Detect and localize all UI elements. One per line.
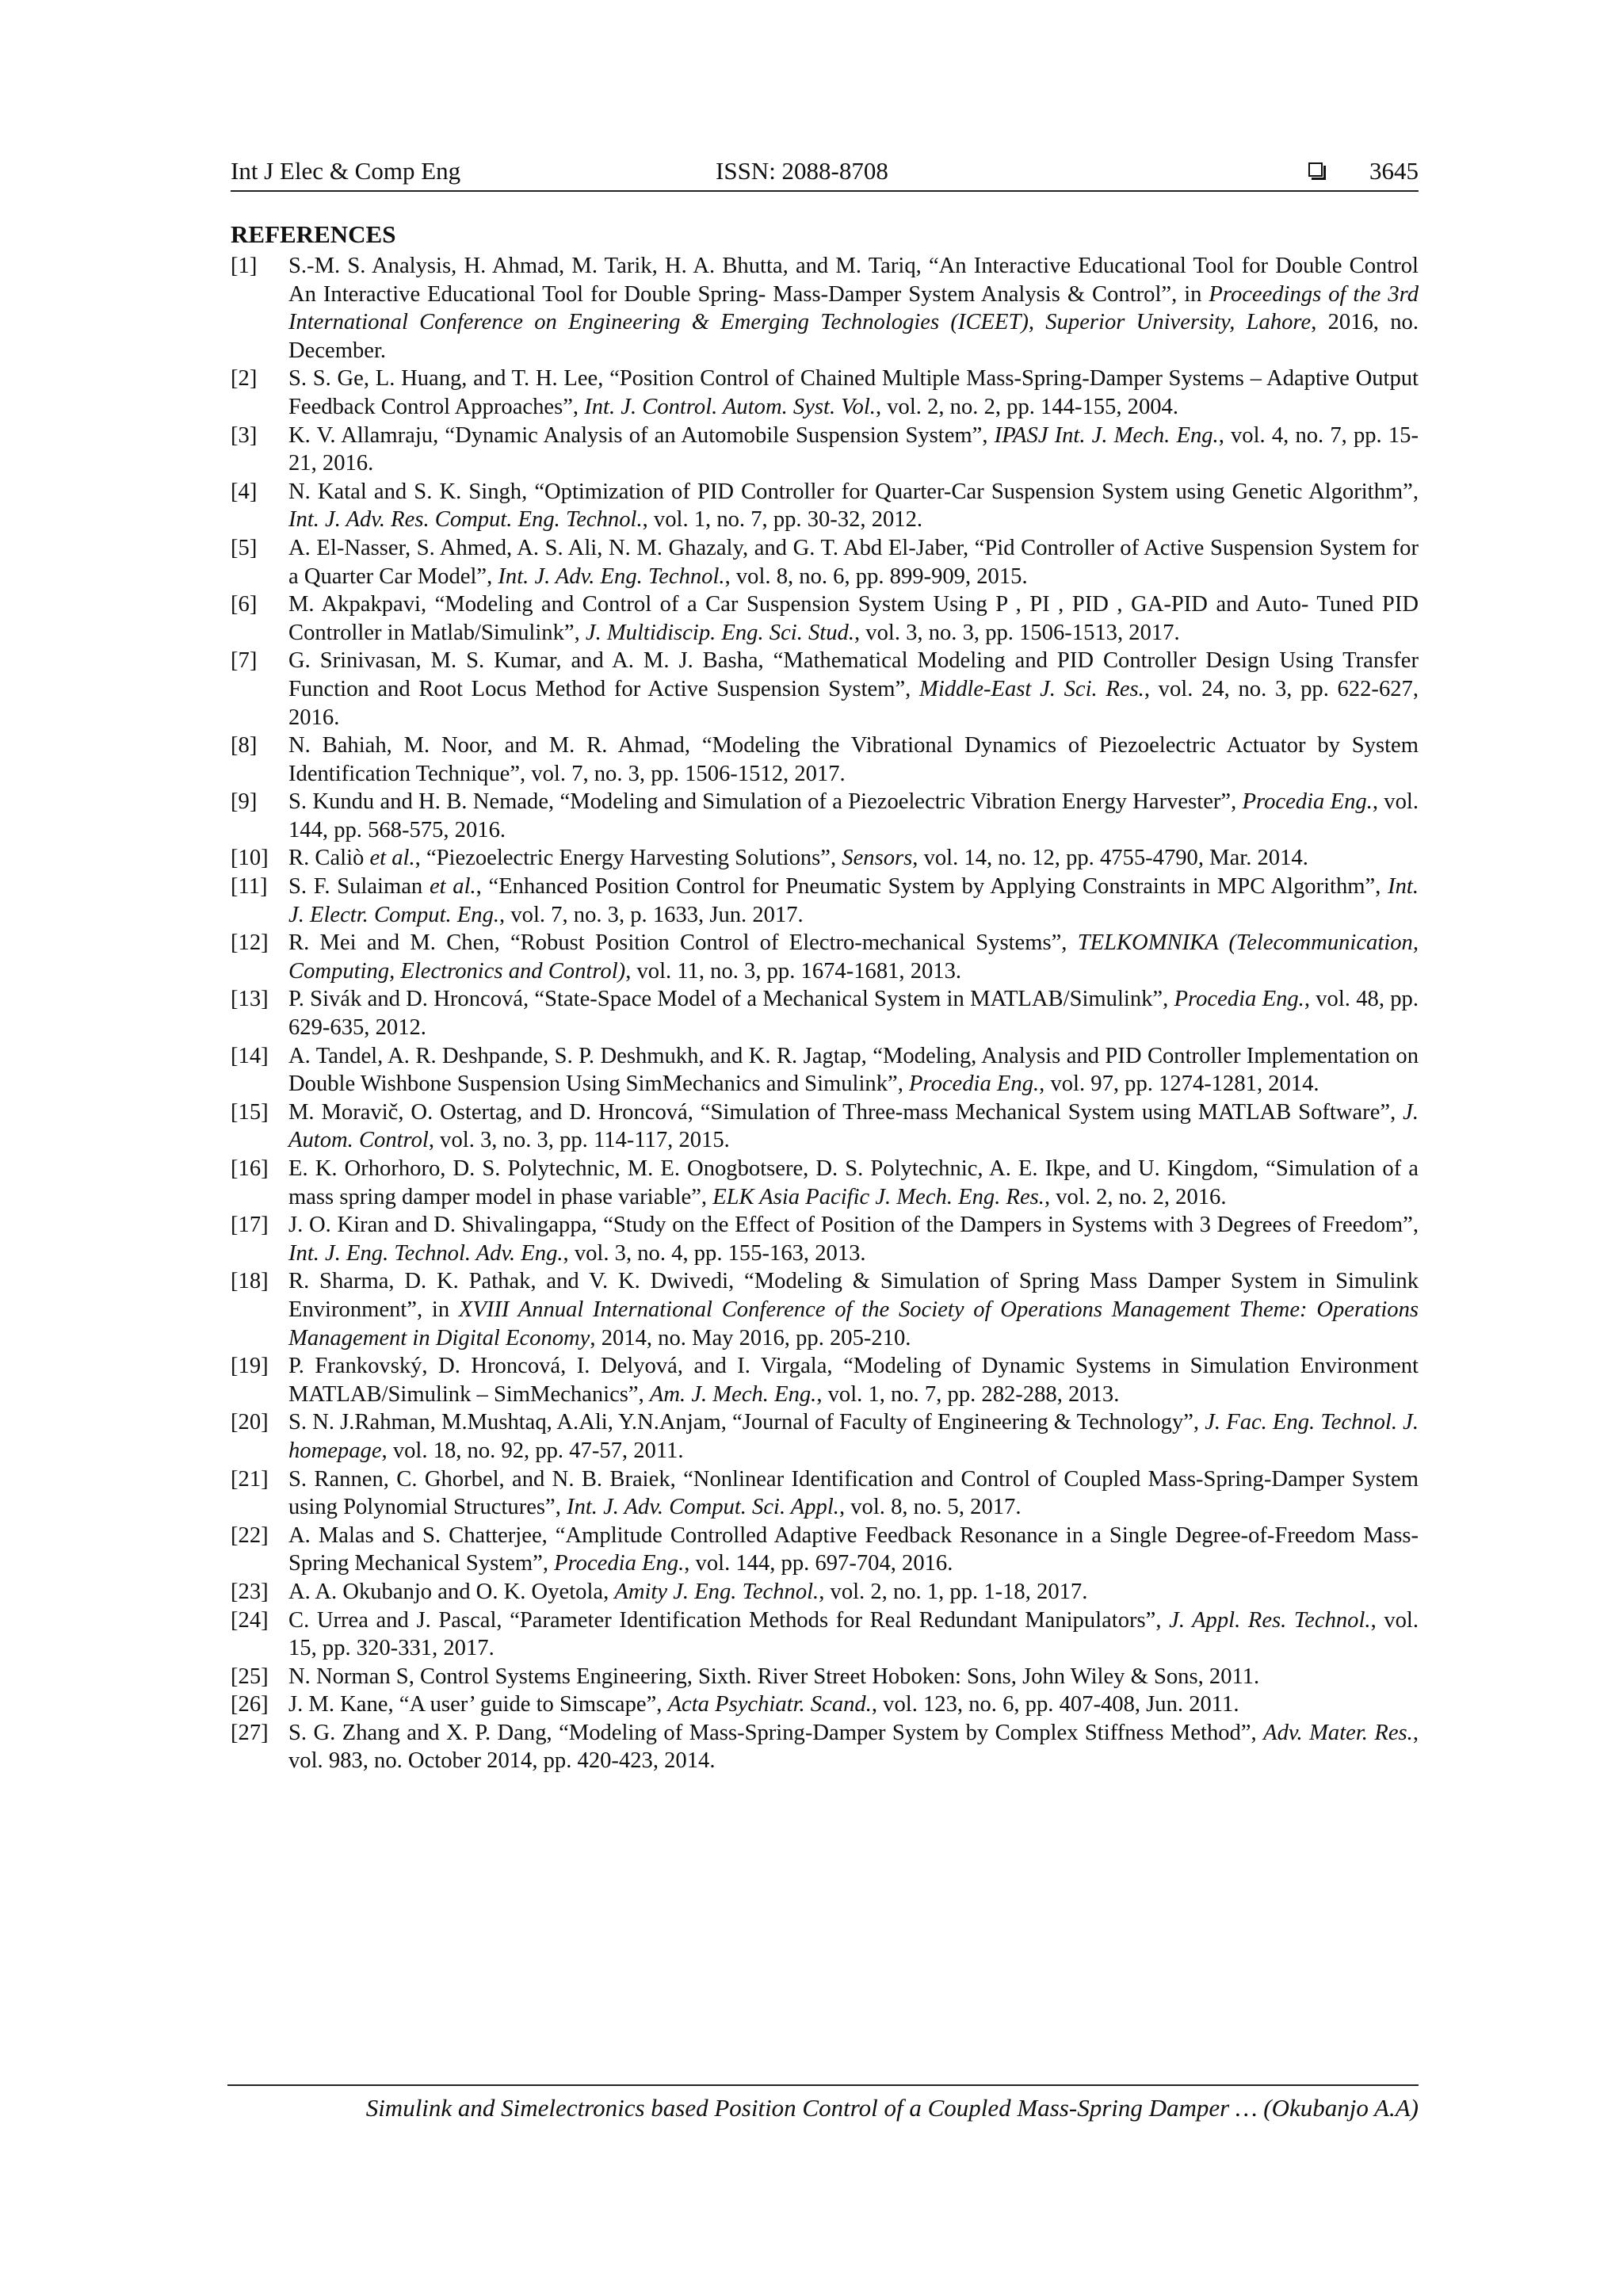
reference-source-italic: XVIII Annual International Conference of the Society of Operations Management Theme: Operations Management in Digital Economy xyxy=(288,1297,1419,1350)
reference-text-segment: S. Kundu and H. B. Nemade, “Modeling and Simulation of a Piezoelectric Vibration Energy Harvester”, xyxy=(288,789,1243,815)
reference-text-segment: R. Caliò xyxy=(288,846,370,871)
reference-text-segment: , vol. 8, no. 6, pp. 899-909, 2015. xyxy=(724,563,1028,589)
reference-text xyxy=(288,1606,1419,1663)
reference-item xyxy=(231,1155,1419,1211)
reference-text xyxy=(288,422,1419,478)
reference-number: [23] xyxy=(231,1579,269,1604)
reference-text xyxy=(288,844,1419,873)
reference-text-segment: S. F. Sulaiman xyxy=(288,874,430,900)
reference-text-segment: , vol. 24, no. 3, pp. 622-627, 2016. xyxy=(288,676,1419,730)
reference-item xyxy=(231,1098,1419,1155)
reference-item xyxy=(231,422,1419,478)
reference-number: [4] xyxy=(231,479,258,504)
reference-number: [26] xyxy=(231,1692,269,1717)
reference-item xyxy=(231,590,1419,647)
reference-item xyxy=(231,1042,1419,1098)
reference-text xyxy=(288,478,1419,534)
reference-text xyxy=(288,252,1419,365)
reference-text-segment: A. Tandel, A. R. Deshpande, S. P. Deshmukh, and K. R. Jagtap, “Modeling, Analysis and PID Controller Implementation on Double Wishbone Suspension Using SimMechanics and Simulink”, xyxy=(288,1043,1419,1097)
reference-number: [15] xyxy=(231,1099,269,1125)
reference-text-segment: , vol. 2, no. 1, pp. 1-18, 2017. xyxy=(819,1579,1088,1604)
reference-text-segment: A. A. Okubanjo and O. K. Oyetola, xyxy=(288,1579,615,1604)
reference-number: [9] xyxy=(231,789,258,815)
reference-item xyxy=(231,1606,1419,1663)
reference-item xyxy=(231,647,1419,732)
reference-number: [19] xyxy=(231,1354,269,1379)
reference-number: [12] xyxy=(231,930,269,956)
references-heading: REFERENCES xyxy=(231,220,396,248)
reference-number: [13] xyxy=(231,987,269,1012)
reference-text xyxy=(288,365,1419,421)
reference-text xyxy=(288,1267,1419,1352)
reference-text-segment: M. Akpakpavi, “Modeling and Control of a Car Suspension System Using P , PI , PID , GA-PID and Auto- Tuned PID Controller in Matlab/Simulink”, xyxy=(288,592,1419,645)
reference-text xyxy=(288,1522,1419,1578)
reference-text-segment: , vol. 1, no. 7, pp. 282-288, 2013. xyxy=(816,1381,1120,1407)
reference-text xyxy=(288,1042,1419,1098)
reference-number: [10] xyxy=(231,846,269,871)
reference-list xyxy=(231,252,1419,1775)
reference-text xyxy=(288,1719,1419,1775)
reference-source-italic: IPASJ Int. J. Mech. Eng. xyxy=(994,422,1219,448)
reference-text-segment: N. Katal and S. K. Singh, “Optimization of PID Controller for Quarter-Car Suspension System using Genetic Algorithm”, xyxy=(288,479,1419,504)
reference-text-segment: , vol. 2, no. 2, 2016. xyxy=(1044,1184,1227,1209)
reference-source-italic: Int. J. Electr. Comput. Eng. xyxy=(288,874,1419,927)
reference-text-segment: , 2014, no. May 2016, pp. 205-210. xyxy=(590,1325,911,1350)
reference-source-italic: Int. J. Adv. Eng. Technol. xyxy=(498,563,725,589)
reference-text-segment: , vol. 7, no. 3, p. 1633, Jun. 2017. xyxy=(499,902,804,927)
reference-text-segment: , “Enhanced Position Control for Pneumatic System by Applying Constraints in MPC Algorithm”, xyxy=(475,874,1388,900)
reference-text xyxy=(288,1155,1419,1211)
reference-text-segment: , vol. 3, no. 4, pp. 155-163, 2013. xyxy=(563,1240,866,1266)
reference-number: [22] xyxy=(231,1522,269,1548)
page-header xyxy=(231,155,1419,192)
reference-text-segment: R. Mei and M. Chen, “Robust Position Control of Electro-mechanical Systems”, xyxy=(288,930,1078,956)
reference-text-segment: , vol. 11, no. 3, pp. 1674-1681, 2013. xyxy=(625,958,962,984)
reference-text-segment: S. N. J.Rahman, M.Mushtaq, A.Ali, Y.N.Anjam, “Journal of Faculty of Engineering & Technology”, xyxy=(288,1410,1205,1435)
reference-item xyxy=(231,478,1419,534)
reference-number: [6] xyxy=(231,592,258,617)
reference-item xyxy=(231,929,1419,985)
journal-name: Int J Elec & Comp Eng xyxy=(231,157,461,185)
reference-item xyxy=(231,1663,1419,1691)
reference-source-italic: J. Autom. Control xyxy=(288,1099,1419,1153)
reference-text-segment: , vol. 4, no. 7, pp. 15-21, 2016. xyxy=(288,422,1419,476)
reference-text-segment: , vol. 144, pp. 697-704, 2016. xyxy=(684,1551,953,1576)
reference-text-segment: K. V. Allamraju, “Dynamic Analysis of an Automobile Suspension System”, xyxy=(288,422,995,448)
reference-number: [1] xyxy=(231,254,258,278)
reference-item xyxy=(231,732,1419,788)
reference-source-italic: Int. J. Adv. Res. Comput. Eng. Technol. xyxy=(288,507,643,533)
reference-text-segment: , vol. 2, no. 2, pp. 144-155, 2004. xyxy=(875,394,1178,419)
reference-source-italic: Int. J. Control. Autom. Syst. Vol. xyxy=(584,394,876,419)
reference-item xyxy=(231,1578,1419,1606)
reference-text xyxy=(288,929,1419,985)
reference-text-segment: , vol. 3, no. 3, pp. 1506-1513, 2017. xyxy=(854,620,1180,645)
reference-text-segment: , vol. 144, pp. 568-575, 2016. xyxy=(288,789,1419,842)
reference-item xyxy=(231,788,1419,844)
reference-text-segment: , vol. 123, no. 6, pp. 407-408, Jun. 2011. xyxy=(871,1692,1239,1717)
reference-item xyxy=(231,1522,1419,1578)
reference-text-segment: S. Rannen, C. Ghorbel, and N. B. Braiek, “Nonlinear Identification and Control of Coupled Mass-Spring-Damper System using Polynomial Structures”, xyxy=(288,1466,1419,1520)
reference-number: [8] xyxy=(231,733,258,758)
reference-source-italic: Acta Psychiatr. Scand. xyxy=(667,1692,872,1717)
reference-text xyxy=(288,647,1419,732)
reference-text-segment: N. Norman S, Control Systems Engineering, Sixth. River Street Hoboken: Sons, John Wiley & Sons, 2011. xyxy=(288,1664,1260,1689)
reference-item xyxy=(231,844,1419,873)
reference-text xyxy=(288,590,1419,647)
reference-text-segment: , vol. 15, pp. 320-331, 2017. xyxy=(288,1607,1419,1661)
reference-text-segment: R. Sharma, D. K. Pathak, and V. K. Dwivedi, “Modeling & Simulation of Spring Mass Damper System in Simulink Environment”, in xyxy=(288,1269,1419,1322)
reference-number: [14] xyxy=(231,1043,269,1068)
reference-text-segment: J. M. Kane, “A user’ guide to Simscape”, xyxy=(288,1692,668,1717)
reference-number: [20] xyxy=(231,1410,269,1435)
reference-number: [24] xyxy=(231,1607,269,1633)
reference-number: [11] xyxy=(231,874,268,900)
reference-number: [21] xyxy=(231,1466,269,1492)
reference-source-italic: Adv. Mater. Res. xyxy=(1263,1720,1413,1745)
reference-item xyxy=(231,1267,1419,1352)
reference-text xyxy=(288,1690,1419,1719)
footer-running-title: Simulink and Simelectronics based Position Control of a Coupled Mass-Spring Damper … (Okubanjo A.A) xyxy=(365,2094,1419,2122)
reference-text-segment: P. Frankovský, D. Hroncová, I. Delyová, and I. Virgala, “Modeling of Dynamic Systems in Simulation Environment MATLAB/Simulink – SimMechanics”, xyxy=(288,1354,1419,1407)
reference-text-segment: S. G. Zhang and X. P. Dang, “Modeling of Mass-Spring-Damper System by Complex Stiffness Method”, xyxy=(288,1720,1264,1745)
reference-text xyxy=(288,1352,1419,1408)
reference-item xyxy=(231,985,1419,1041)
reference-item xyxy=(231,1719,1419,1775)
reference-source-italic: Sensors xyxy=(842,846,913,871)
reference-text-segment: , vol. 18, no. 92, pp. 47-57, 2011. xyxy=(381,1438,684,1463)
reference-source-italic: J. Fac. Eng. Technol. J. homepage xyxy=(288,1410,1419,1463)
reference-item xyxy=(231,1211,1419,1267)
reference-source-italic: Procedia Eng. xyxy=(1242,789,1373,815)
reference-text xyxy=(288,732,1419,788)
reference-item xyxy=(231,252,1419,365)
reference-text-segment: A. El-Nasser, S. Ahmed, A. S. Ali, N. M. Ghazaly, and G. T. Abd El-Jaber, “Pid Controller of Active Suspension System for a Quarter Car Model”, xyxy=(288,535,1419,589)
reference-number: [3] xyxy=(231,422,258,448)
reference-item xyxy=(231,534,1419,590)
reference-item xyxy=(231,1690,1419,1719)
reference-text-segment: A. Malas and S. Chatterjee, “Amplitude Controlled Adaptive Feedback Resonance in a Single Degree-of-Freedom Mass-Spring Mechanical System”, xyxy=(288,1522,1419,1576)
reference-text-segment: C. Urrea and J. Pascal, “Parameter Identification Methods for Real Redundant Manipulators”, xyxy=(288,1607,1170,1633)
reference-number: [2] xyxy=(231,366,258,392)
reference-number: [17] xyxy=(231,1213,269,1238)
reference-text-segment: N. Bahiah, M. Noor, and M. R. Ahmad, “Modeling the Vibrational Dynamics of Piezoelectric Actuator by System Identification Technique”, vol. 7, no. 3, pp. 1506-1512, 2017. xyxy=(288,733,1419,786)
reference-source-italic: Proceedings of the 3rd International Conference on Engineering & Emerging Technologies (ICEET), Superior University, Lahore xyxy=(288,281,1419,335)
reference-number: [25] xyxy=(231,1664,269,1689)
reference-text-segment: S.-M. S. Analysis, H. Ahmad, M. Tarik, H. A. Bhutta, and M. Tariq, “An Interactive Educational Tool for Double Control An Interactive Educational Tool for Double Spring- Mass-Damper System Analysis & Control”, in xyxy=(288,254,1419,307)
reference-text-segment: , “Piezoelectric Energy Harvesting Solutions”, xyxy=(414,846,842,871)
reference-text-segment: G. Srinivasan, M. S. Kumar, and A. M. J. Basha, “Mathematical Modeling and PID Controller Design Using Transfer Function and Root Locus Method for Active Suspension System”, xyxy=(288,648,1419,701)
reference-text-segment: , vol. 983, no. October 2014, pp. 420-423, 2014. xyxy=(288,1720,1419,1774)
reference-text-segment: , vol. 3, no. 3, pp. 114-117, 2015. xyxy=(428,1128,730,1153)
reference-text-segment: , vol. 1, no. 7, pp. 30-32, 2012. xyxy=(642,507,923,533)
reference-text-segment: , 2016, no. December. xyxy=(288,310,1419,363)
reference-text-segment: , vol. 8, no. 5, 2017. xyxy=(838,1495,1022,1520)
reference-item xyxy=(231,873,1419,929)
reference-item xyxy=(231,1408,1419,1465)
reference-source-italic: Am. J. Mech. Eng. xyxy=(649,1381,817,1407)
reference-source-italic: Procedia Eng. xyxy=(554,1551,685,1576)
issn: ISSN: 2088-8708 xyxy=(716,157,888,185)
reference-item xyxy=(231,1465,1419,1522)
reference-source-italic: Int. J. Adv. Comput. Sci. Appl. xyxy=(567,1495,839,1520)
reference-text-segment: , vol. 48, pp. 629-635, 2012. xyxy=(288,987,1419,1041)
reference-source-italic: Procedia Eng. xyxy=(1174,987,1304,1012)
reference-text xyxy=(288,1578,1419,1606)
reference-item xyxy=(231,1352,1419,1408)
reference-text-segment: , vol. 14, no. 12, pp. 4755-4790, Mar. 2014. xyxy=(912,846,1308,871)
reference-source-italic: Int. J. Eng. Technol. Adv. Eng. xyxy=(288,1240,563,1266)
reference-text xyxy=(288,1098,1419,1155)
page-number: 3645 xyxy=(1369,157,1419,185)
reference-source-italic: J. Multidiscip. Eng. Sci. Stud. xyxy=(585,620,854,645)
reference-text-segment: M. Moravič, O. Ostertag, and D. Hroncová, “Simulation of Three-mass Mechanical System using MATLAB Software”, xyxy=(288,1099,1403,1125)
reference-text-segment: E. K. Orhorhoro, D. S. Polytechnic, M. E. Onogbotsere, D. S. Polytechnic, A. E. Ikpe, and U. Kingdom, “Simulation of a mass spring damper model in phase variable”, xyxy=(288,1156,1419,1209)
reference-text xyxy=(288,534,1419,590)
reference-text-segment: S. S. Ge, L. Huang, and T. H. Lee, “Position Control of Chained Multiple Mass-Spring-Damper Systems – Adaptive Output Feedback Control Approaches”, xyxy=(288,366,1419,419)
reference-number: [27] xyxy=(231,1720,269,1745)
reference-source-italic: Amity J. Eng. Technol. xyxy=(614,1579,819,1604)
reference-text xyxy=(288,985,1419,1041)
reference-source-italic: Middle-East J. Sci. Res. xyxy=(919,676,1144,701)
reference-number: [7] xyxy=(231,648,258,674)
reference-text xyxy=(288,873,1419,929)
reference-number: [16] xyxy=(231,1156,269,1181)
reference-source-italic: et al. xyxy=(429,874,476,900)
reference-text-segment: J. O. Kiran and D. Shivalingappa, “Study on the Effect of Position of the Dampers in Systems with 3 Degrees of Freedom”, xyxy=(288,1213,1419,1238)
reference-text-segment: , vol. 97, pp. 1274-1281, 2014. xyxy=(1039,1072,1319,1097)
reference-source-italic: J. Appl. Res. Technol. xyxy=(1169,1607,1371,1633)
reference-item xyxy=(231,365,1419,421)
reference-source-italic: ELK Asia Pacific J. Mech. Eng. Res. xyxy=(712,1184,1044,1209)
reference-source-italic: Procedia Eng. xyxy=(909,1072,1040,1097)
reference-text xyxy=(288,1465,1419,1522)
page-footer xyxy=(227,2084,1419,2122)
reference-text xyxy=(288,1211,1419,1267)
reference-source-italic: TELKOMNIKA (Telecommunication, Computing, Electronics and Control) xyxy=(288,930,1419,984)
reference-text xyxy=(288,788,1419,844)
reference-text xyxy=(288,1408,1419,1465)
reference-source-italic: et al. xyxy=(369,846,415,871)
reference-number: [18] xyxy=(231,1269,269,1294)
square-bullet-icon xyxy=(1308,162,1323,177)
reference-number: [5] xyxy=(231,535,258,560)
reference-text xyxy=(288,1663,1419,1691)
reference-text-segment: P. Sivák and D. Hroncová, “State-Space Model of a Mechanical System in MATLAB/Simulink”, xyxy=(288,987,1174,1012)
